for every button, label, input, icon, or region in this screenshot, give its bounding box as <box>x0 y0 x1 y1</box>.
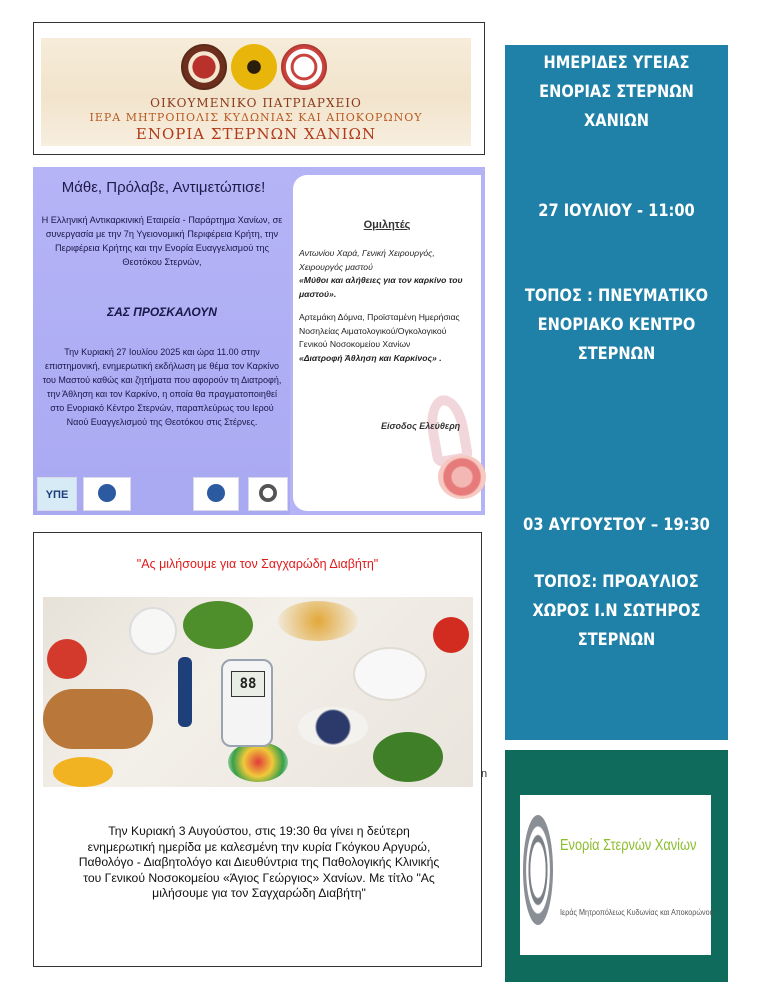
poster-intro: Η Ελληνική Αντικαρκινική Εταιρεία - Παράρτημα Χανίων, σε συνεργασία με την 7η Υγειονομική Περιφέρεια Κρήτη, την Περιφέρεια Κρήτης και την Ενορία Ευαγγελισμού της Θεοτόκου Στερνών, <box>41 215 283 267</box>
header-line-parish: ΕΝΟΡΙΑ ΣΤΕΡΝΩΝ ΧΑΝΙΩΝ <box>135 125 377 143</box>
stray-character: n <box>481 768 488 780</box>
event-2-date: 03 ΑΥΓΟΥΣΤΟΥ – 19:30 <box>523 515 710 535</box>
cream-bowl-icon <box>353 647 427 701</box>
parish-seal-logo <box>248 477 288 511</box>
speaker-2-topic: «Διατροφή Άθληση και Καρκίνος» . <box>299 352 442 363</box>
parish-logo-card <box>520 795 714 955</box>
parish-logo-panel <box>505 750 728 982</box>
speaker-2: Αρτεμάκη Δόμνα, Προϊσταμένη Ημερήσιας Νοσηλείας Αιματολογικού/Ογκολογικού Γενικού Νοσοκομείου Χανίων <box>299 312 460 349</box>
apple-icon <box>47 639 87 679</box>
free-entry-note: Είσοδος Ελεύθερη <box>381 421 461 431</box>
patriarchate-seal-icon <box>181 44 227 90</box>
speakers-title: Ομιλητές <box>363 219 411 231</box>
seal-icon <box>259 484 277 502</box>
event-1-place: ΤΟΠΟΣ : ΠΝΕΥΜΑΤΙΚΟ ΕΝΟΡΙΑΚΟ ΚΕΝΤΡΟ ΣΤΕΡΝΩΝ <box>524 286 709 364</box>
diabetes-title: "Ας μιλήσουμε για τον Σαγχαρώδη Διαβήτη" <box>136 557 379 571</box>
speaker-1-topic: «Μύθοι και αλήθειες για τον καρκίνο του μαστού». <box>299 275 463 299</box>
panel-title: ΗΜΕΡΙΔΕΣ ΥΓΕΙΑΣ ΕΝΟΡΙΑΣ ΣΤΕΡΝΩΝ ΧΑΝΙΩΝ <box>539 53 694 131</box>
speakers-list <box>299 247 477 365</box>
bread-icon <box>43 689 153 749</box>
yogurt-bowl-icon <box>129 607 177 655</box>
event-2-place: ΤΟΠΟΣ: ΠΡΟΑΥΛΙΟΣ ΧΩΡΟΣ Ι.Ν ΣΩΤΗΡΟΣ ΣΤΕΡΝΩΝ <box>532 572 701 650</box>
tomato-icon <box>433 617 469 653</box>
header-banner <box>41 38 471 146</box>
meter-reading: 88 <box>231 671 265 697</box>
cancer-event-poster <box>33 167 485 515</box>
cancer-society-logo <box>83 477 131 511</box>
header-line-patriarchate: ΟΙΚΟΥΜΕΝΙΚΟ ΠΑΤΡΙΑΡΧΕΙΟ <box>150 96 362 110</box>
metropolis-seal-icon <box>523 815 553 925</box>
poster-left-panel <box>33 167 290 515</box>
parish-subtitle: Ιεράς Μητροπόλεως Κυδωνίας και Αποκορώνου <box>560 907 714 917</box>
parish-name: Ενορία Στερνών Χανίων <box>560 837 697 854</box>
pepper-icon <box>53 757 113 787</box>
rose-icon <box>438 455 486 499</box>
speaker-1: Αντωνίου Χαρά, Γενική Χειρουργός, Χειρουργός μαστού <box>299 248 435 272</box>
broccoli-icon <box>183 601 253 649</box>
lighthouse-icon <box>98 484 116 502</box>
glucose-meter-icon <box>221 659 273 747</box>
broccoli-2-icon <box>373 732 443 782</box>
diabetes-event-box <box>33 532 482 967</box>
ype-logo: ΥΠΕ <box>37 477 77 511</box>
metropolis-seal-icon <box>281 44 327 90</box>
healthy-food-photo <box>43 597 473 787</box>
lancet-pen-icon <box>178 657 192 727</box>
double-headed-eagle-icon <box>231 44 277 90</box>
schedule-panel <box>505 45 728 740</box>
diabetes-description: Την Κυριακή 3 Αυγούστου, στις 19:30 θα γίνει η δεύτερη ενημερωτική ημερίδα με καλεσμένη την κυρία Γκόγκου Αργυρώ, Παθολόγο - Διαβητολόγο και Διευθύντρια της Παθολογικής Κλινικής του Γενικού Νοσοκομείου «Άγιος Γεώργιος» Χανίων. Με τίτλο "Ας μιλήσουμε για τον Σαγχαρώδη Διαβήτη" <box>78 824 440 900</box>
poster-invite: ΣΑΣ ΠΡΟΣΚΑΛΟΥΝ <box>107 305 217 319</box>
candy-bowl-icon <box>228 742 288 782</box>
blueberry-bowl-icon <box>298 707 368 747</box>
poster-title: Μάθε, Πρόλαβε, Αντιμετώπισε! <box>61 179 266 196</box>
event-1-date: 27 ΙΟΥΛΙΟΥ - 11:00 <box>538 201 695 221</box>
salad-bowl-icon <box>278 601 358 641</box>
region-crete-logo <box>193 477 239 511</box>
header-line-metropolis: ΙΕΡΑ ΜΗΤΡΟΠΟΛΙΣ ΚΥΔΩΝΙΑΣ ΚΑΙ ΑΠΟΚΟΡΩΝΟΥ <box>89 111 423 124</box>
region-emblem-icon <box>207 484 225 502</box>
poster-body: Την Κυριακή 27 Ιουλίου 2025 και ώρα 11.00 στην επιστημονική, ενημερωτική εκδήλωση με θέμα τον Καρκίνο του Μαστού καθώς και ζητήματα που αφορούν τη Διατροφή, την Άθληση και τον Καρκίνο, η οποία θα πραγματοποιηθεί στο Ενοριακό Κέντρο Στερνών, παραπλεύρως του Ιερού Ναού Ευαγγελισμού της Θεοτόκου στις Στέρνες. <box>42 347 282 427</box>
speakers-panel <box>293 175 481 511</box>
